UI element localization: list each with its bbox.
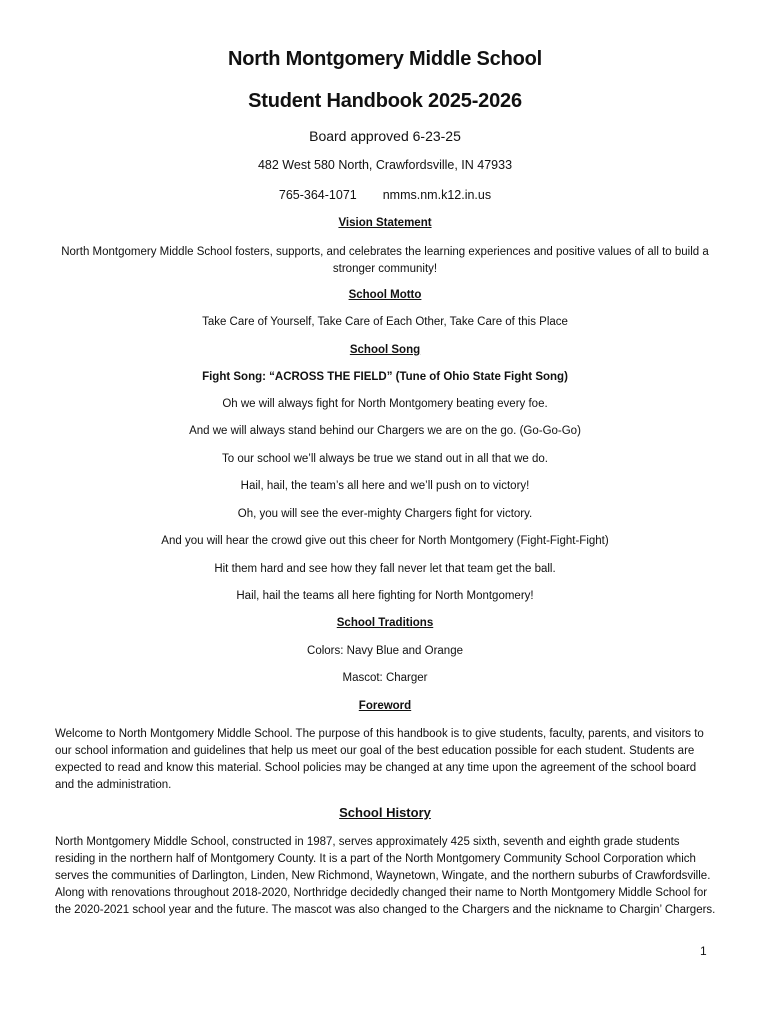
motto-text: Take Care of Yourself, Take Care of Each Other, Take Care of this Place: [202, 316, 568, 328]
song-line: Oh we will always fight for North Montgomery beating every foe.: [222, 398, 548, 410]
vision-heading: Vision Statement: [338, 217, 432, 229]
fight-song-title: Fight Song: “ACROSS THE FIELD” (Tune of Ohio State Fight Song): [202, 371, 568, 383]
foreword-heading: Foreword: [358, 700, 412, 712]
school-name-title: North Montgomery Middle School: [228, 48, 542, 70]
website-link[interactable]: nmms.nm.k12.in.us: [382, 188, 492, 202]
history-heading: School History: [339, 805, 431, 820]
song-line: And we will always stand behind our Chargers we are on the go. (Go-Go-Go): [189, 425, 581, 437]
motto-heading: School Motto: [348, 289, 422, 301]
phone-number: 765-364-1071: [278, 188, 357, 202]
handbook-title: Student Handbook 2025-2026: [248, 90, 522, 112]
song-heading: School Song: [349, 344, 421, 356]
page-number: 1: [700, 944, 707, 958]
foreword-text: Welcome to North Montgomery Middle School. The purpose of this handbook is to give students, faculty, parents, and visitors to our school information and guidelines that help us meet our goal of the best education possible for each student. Students are expected to read and know this material. School policies may be changed at any time upon the agreement of the school board and the administration.: [55, 728, 704, 791]
song-line: Hail, hail, the team’s all here and we’ll push on to victory!: [240, 480, 530, 492]
board-approval: Board approved 6-23-25: [309, 128, 461, 144]
song-line: Hit them hard and see how they fall never let that team get the ball.: [214, 563, 556, 575]
song-line: Hail, hail the teams all here fighting for North Montgomery!: [236, 590, 534, 602]
school-colors: Colors: Navy Blue and Orange: [307, 645, 463, 657]
song-line: Oh, you will see the ever-mighty Chargers fight for victory.: [237, 508, 533, 520]
history-text: North Montgomery Middle School, constructed in 1987, serves approximately 425 sixth, seventh and eighth grade students residing in the northern half of Montgomery County. It is a part of the North Montgomery Community School Corporation which serves the communities of Darlington, Linden, New Richmond, Waynetown, Wingate, and the northern suburbs of Crawfordsville. Along with renovations throughout 2018-2020, Northridge decidedly changed their name to North Montgomery Middle School for the 2020-2021 school year and the future. The mascot was also changed to the Chargers and the nickname to Chargin’ Chargers.: [55, 836, 716, 916]
song-line: And you will hear the crowd give out this cheer for North Montgomery (Fight-Fight-Fight): [161, 535, 609, 547]
song-line: To our school we’ll always be true we stand out in all that we do.: [221, 453, 548, 465]
school-mascot: Mascot: Charger: [342, 672, 428, 684]
traditions-heading: School Traditions: [336, 617, 434, 629]
contact-line: [40, 188, 730, 202]
school-address: 482 West 580 North, Crawfordsville, IN 47933: [257, 158, 513, 172]
vision-text: North Montgomery Middle School fosters, supports, and celebrates the learning experiences and positive values of all to build a stronger community!: [61, 246, 709, 275]
